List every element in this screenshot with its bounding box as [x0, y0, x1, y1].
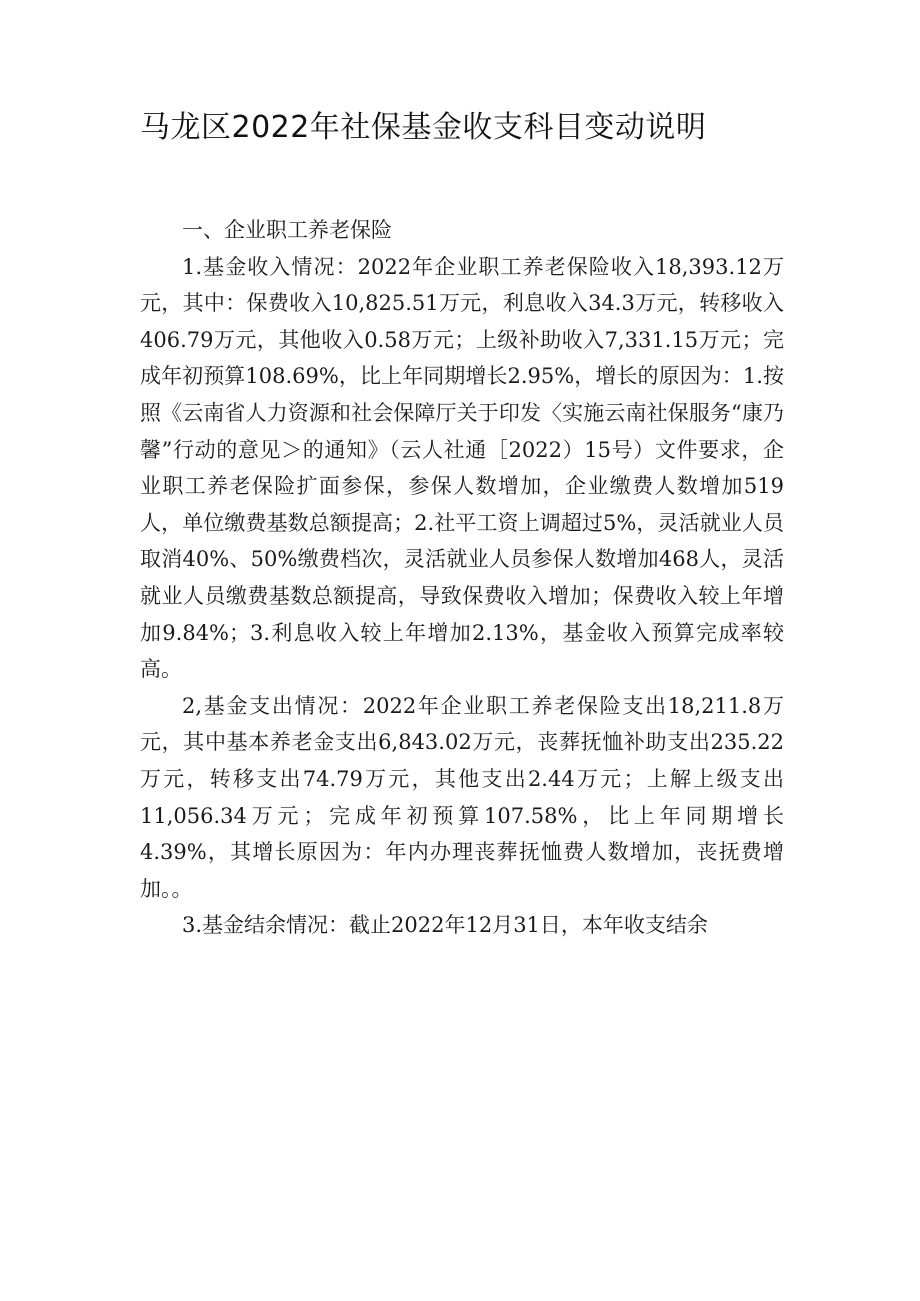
- paragraph-fund-expenditure: 2,基金支出情况：2022年企业职工养老保险支出18,211.8万元，其中基本养老金支出6,843.02万元，丧葬抚恤补助支出235.22万元，转移支出74.79万元，其他支出2.44万元；上解上级支出11,056.34万元；完成年初预算107.58%，比上年同期增长4.39%，其增长原因为：年内办理丧葬抚恤费人数增加，丧抚费增加。。: [140, 693, 784, 901]
- document-title: 马龙区2022年社保基金收支科目变动说明: [140, 110, 707, 145]
- section-heading: 一、企业职工养老保险: [182, 218, 392, 242]
- document-body: [140, 212, 784, 944]
- paragraph-fund-income: 1.基金收入情况：2022年企业职工养老保险收入18,393.12万元，其中：保费收入10,825.51万元，利息收入34.3万元，转移收入406.79万元，其他收入0.58万元；上级补助收入7,331.15万元；完成年初预算108.69%，比上年同期增长2.95%，增长的原因为：1.按照《云南省人力资源和社会保障厅关于印发〈实施云南社保服务“康乃馨”行动的意见＞的通知》（云人社通［2022）15号）文件要求，企业职工养老保险扩面参保，参保人数增加，企业缴费人数增加519人，单位缴费基数总额提高；2.社平工资上调超过5%，灵活就业人员取消40%、50%缴费档次，灵活就业人员参保人数增加468人，灵活就业人员缴费基数总额提高，导致保费收入增加；保费收入较上年增加9.84%；3.利息收入较上年增加2.13%，基金收入预算完成率较高。: [140, 254, 784, 682]
- paragraph-fund-balance: 3.基金结余情况：截止2022年12月31日，本年收支结余: [182, 913, 708, 938]
